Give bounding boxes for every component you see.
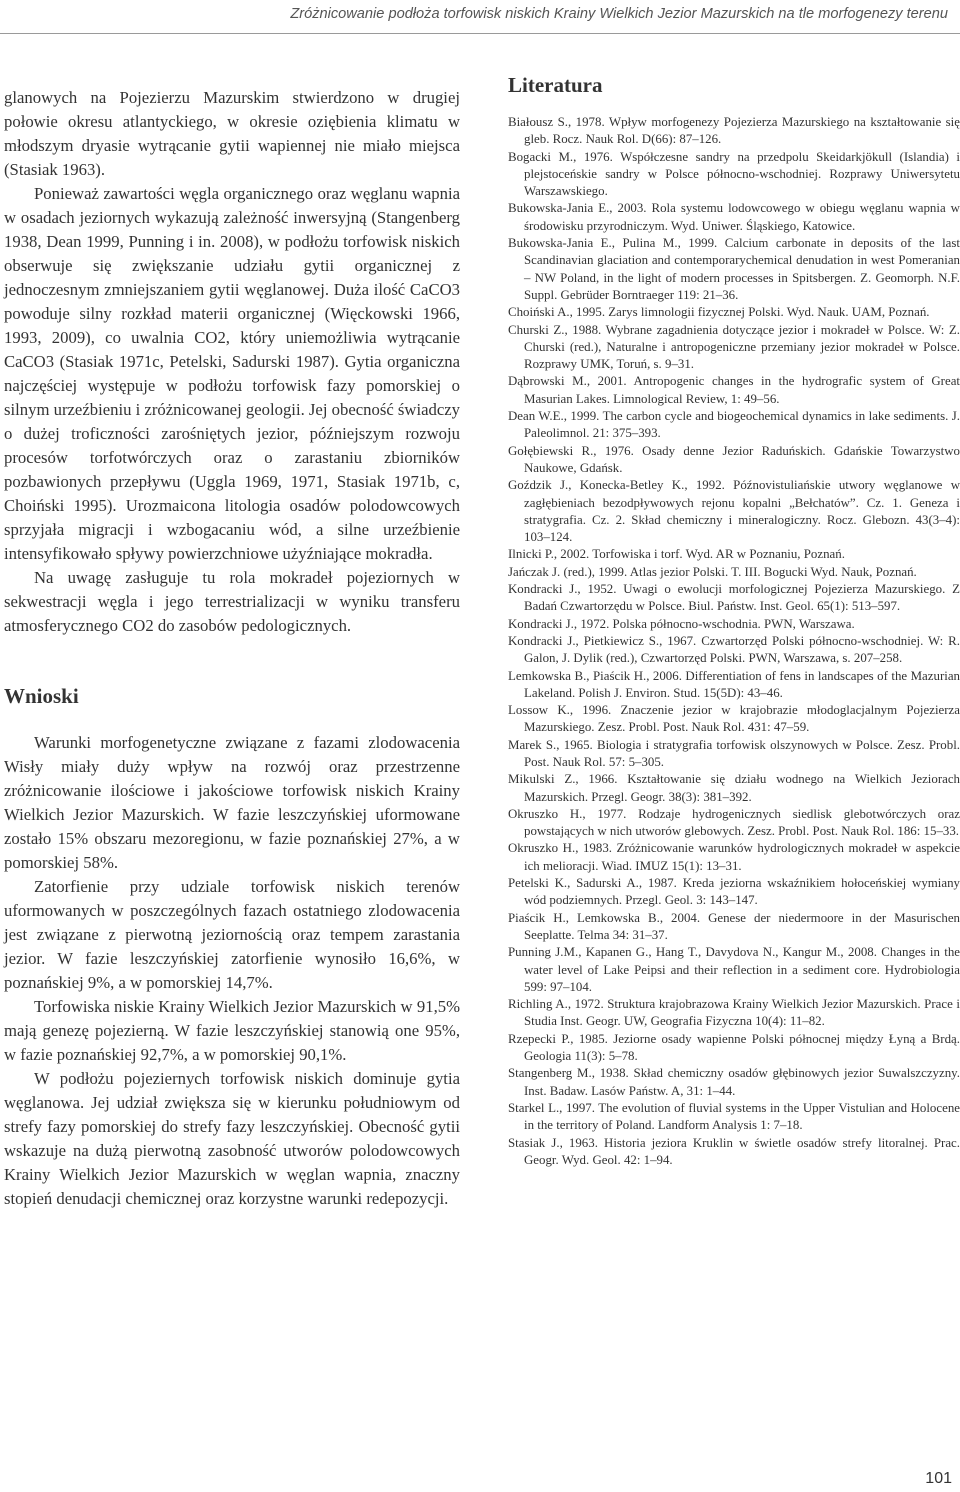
reference-entry: Dąbrowski M., 2001. Antropogenic changes in the hydrografic system of Great Masurian Lakes. Limnological Review, 1: 49–56. bbox=[508, 374, 960, 406]
reference-entry: Kondracki J., Pietkiewicz S., 1967. Czwartorzęd Polski północno-wschodniej. W: R. Galon, J. Dylik (red.), Czwartorzęd Polski. PWN, Warszawa, s. 207–258. bbox=[508, 633, 960, 666]
reference-entry: Białousz S., 1978. Wpływ morfogenezy Pojezierza Mazurskiego na kształtowanie się gleb. Rocz. Nauk Rol. D(66): 87–126. bbox=[508, 115, 960, 147]
reference-entry: Piaścik H., Lemkowska B., 2004. Genese der niedermoore in der Masurischen Seeplatte. Telma 34: 31–37. bbox=[508, 910, 960, 942]
reference-entry: Mikulski Z., 1966. Kształtowanie się działu wodnego na Wielkich Jeziorach Mazurskich. Przegl. Geogr. 38(3): 381–392. bbox=[508, 772, 960, 804]
reference-entry: Lossow K., 1996. Znaczenie jezior w krajobrazie młodoglacjalnym Pojezierza Mazurskiego. Zesz. Probl. Post. Nauk Rol. 431: 47–59. bbox=[508, 703, 960, 735]
reference-entry: Starkel L., 1997. The evolution of fluvial systems in the Upper Vistulian and Holocene in the territory of Poland. Landform Analysis 1: 7–18. bbox=[508, 1100, 960, 1133]
reference-entry: Kondracki J., 1972. Polska północno-wschodnia. PWN, Warszawa. bbox=[508, 616, 855, 631]
reference-entry: Marek S., 1965. Biologia i stratygrafia torfowisk olszynowych w Polsce. Zesz. Probl. Post. Nauk Rol. 57: 5–305. bbox=[508, 737, 960, 769]
running-header: Zróżnicowanie podłoża torfowisk niskich Krainy Wielkich Jezior Mazurskich na tle morfogenezy terenu bbox=[290, 6, 948, 22]
conclusion-paragraph: W podłożu pojeziernych torfowisk niskich dominuje gytia węglanowa. Jej udział zwiększa się w kierunku południowym od strefy fazy pomorskiej do strefy fazy leszczyńskiej. Obecność gytii wskazuje na dużą pierwotną zasobność utworów polodowcowych Krainy Wielkich Jezior Mazurskich w węglan wapnia, znaczny stopień denudacji chemicznej oraz korzystne warunki redepozycji. bbox=[4, 1069, 460, 1208]
header-rule bbox=[0, 33, 960, 34]
reference-entry: Jańczak J. (red.), 1999. Atlas jezior Polski. T. III. Bogucki Wyd. Nauk, Poznań. bbox=[508, 564, 917, 579]
left-column bbox=[4, 86, 460, 1211]
reference-entry: Bogacki M., 1976. Współczesne sandry na przedpolu Skeidarkjökull (Islandia) i plejstoceńskie sandry w Polsce północno-wschodniej. Rozprawy Uniwersytetu Warszawskiego. bbox=[508, 149, 960, 199]
reference-entry: Stangenberg M., 1938. Skład chemiczny osadów głębinowych jezior Suwalszczyzny. Inst. Badaw. Lasów Państw. A, 31: 1–44. bbox=[508, 1066, 960, 1098]
reference-entry: Gołębiewski R., 1976. Osady denne Jezior Raduńskich. Gdańskie Towarzystwo Naukowe, Gdańsk. bbox=[508, 443, 960, 475]
reference-entry: Dean W.E., 1999. The carbon cycle and biogeochemical dynamics in lake sediments. J. Paleolimnol. 21: 375–393. bbox=[508, 409, 960, 441]
reference-entry: Churski Z., 1988. Wybrane zagadnienia dotyczące jezior i mokradeł w Polsce. W: Z. Churski (red.), Naturalne i antropogeniczne przemiany jezior mokradeł w Polsce. Rozprawy UMK, Toruń, s. 9–31. bbox=[508, 322, 960, 372]
reference-entry: Bukowska-Jania E., 2003. Rola systemu lodowcowego w obiegu węglanu wapnia w środowisku przyrodniczym. Wyd. Uniwer. Śląskiego, Katowice. bbox=[508, 201, 960, 233]
reference-entry: Petelski K., Sadurski A., 1987. Kreda jeziorna wskaźnikiem hołoceńskiej wymiany wód podziemnych. Przegl. Geol. 3: 143–147. bbox=[508, 876, 960, 908]
body-paragraph: glanowych na Pojezierzu Mazurskim stwierdzono w drugiej połowie okresu atlantyckiego, w okresie oziębienia klimatu w młodszym dryasie wytrącanie gytii wapiennej nie miało miejsca (Stasiak 1963). bbox=[4, 88, 460, 179]
body-paragraph: Na uwagę zasługuje tu rola mokradeł pojeziornych w sekwestracji węgla i jego terrestrializacji w wyniku transferu atmosferycznego CO2 do zasobów pedologicznych. bbox=[4, 568, 460, 635]
conclusion-paragraph: Warunki morfogenetyczne związane z fazami zlodowacenia Wisły miały duży wpływ na rozwój oraz przestrzenne zróżnicowanie ilościowe i jakościowe torfowisk niskich Krainy Wielkich Jezior Mazurskich. W fazie leszczyńskiej uformowane zostało 15% obszaru mezoregionu, w fazie poznańskiej 27%, a w pomorskiej 58%. bbox=[4, 733, 460, 872]
reference-list bbox=[508, 114, 960, 1169]
reference-entry: Bukowska-Jania E., Pulina M., 1999. Calcium carbonate in deposits of the last Scandinavian glaciation and contemporarychemical denudation in west Pomeranian – NW Poland, in the light of modern processes in Spitsbergen. Z. Geomorph. N.F. Suppl. Gebrüder Borntraeger 119: 21–36. bbox=[508, 236, 960, 302]
reference-entry: Rzepecki P., 1985. Jeziorne osady wapienne Polski północnej między Łyną a Brdą. Geologia 11(3): 5–78. bbox=[508, 1031, 960, 1064]
reference-entry: Stasiak J., 1963. Historia jeziora Kruklin w świetle osadów strefy litoralnej. Prac. Geogr. Wyd. Geol. 42: 1–94. bbox=[508, 1135, 960, 1167]
page-number: 101 bbox=[925, 1470, 952, 1487]
reference-entry: Punning J.M., Kapanen G., Hang T., Davydova N., Kangur M., 2008. Changes in the water level of Lake Peipsi and their reflection in a sediment core. Hydrobiologia 599: 97–104. bbox=[508, 945, 960, 994]
reference-entry: Ilnicki P., 2002. Torfowiska i torf. Wyd. AR w Poznaniu, Poznań. bbox=[508, 547, 845, 562]
reference-entry: Kondracki J., 1952. Uwagi o ewolucji morfologicznej Pojezierza Mazurskiego. Z Badań Czwartorzędu w Polsce. Biul. Państw. Inst. Geol. 65(1): 513–597. bbox=[508, 582, 960, 614]
reference-entry: Okruszko H., 1983. Zróżnicowanie warunków hydrologicznych mokradeł w aspekcie ich melioracji. Wiad. IMUZ 15(1): 13–31. bbox=[508, 841, 960, 873]
right-column bbox=[508, 73, 960, 1169]
reference-entry: Lemkowska B., Piaścik H., 2006. Differentiation of fens in landscapes of the Mazurian Lakeland. Polish J. Environ. Stud. 15(5D): 43–46. bbox=[508, 668, 960, 700]
conclusion-paragraph: Torfowiska niskie Krainy Wielkich Jezior Mazurskich w 91,5% mają genezę pojezierną. W fazie leszczyńskiej stanowią one 95%, w fazie poznańskiej 92,7%, a w pomorskiej 90,1%. bbox=[4, 997, 460, 1064]
conclusion-paragraph: Zatorfienie przy udziale torfowisk niskich terenów uformowanych w poszczególnych fazach ostatniego zlodowacenia jest związane z pierwotną jeziornością oraz tempem zarastania jezior. W fazie leszczyńskiej zatorfienie wynosiło 16,6%, w poznańskiej 9%, a w pomorskiej 14,7%. bbox=[4, 877, 460, 992]
literature-heading: Literatura bbox=[508, 73, 603, 97]
reference-entry: Okruszko H., 1977. Rodzaje hydrogenicznych siedlisk glebotwórczych oraz powstających w nich utworów glebowych. Zesz. Probl. Post. Nauk Rol. 186: 15–33. bbox=[508, 806, 960, 839]
body-paragraph: Ponieważ zawartości węgla organicznego oraz węglanu wapnia w osadach jeziornych wykazują zależność inwersyjną (Stangenberg 1938, Dean 1999, Punning i in. 2008), w podłożu torfowisk niskich obserwuje się zwiększanie udziału gytii organicznej z jednoczesnym zmniejszaniem gytii węglanowej. Duża ilość CaCO3 powoduje silny rozkład materii organicznej (Więckowski 1966, 1993, 2009), co uwalnia CO2, który uniemożliwia wytrącanie CaCO3 (Stasiak 1971c, Petelski, Sadurski 1987). Gytia organiczna najczęściej występuje w podłożu torfowisk fazy pomorskiej o silnym urzeźbieniu i zróżnicowanej geologii. Jej obecność świadczy o dużej troficzności zarośniętych jezior, późniejszym rozwoju procesów torfotwórczych oraz o zarastaniu zbiorników pozbawionych przepływu (Uggla 1969, 1971, Stasiak 1971b, c, Choiński 1995). Urozmaicona litologia osadów polodowcowych sprzyjała migracji i wzbogacaniu wód, a silne urzeźbienie intensyfikowało spływy powierzchniowe użyźniające mokradła. bbox=[4, 184, 460, 563]
conclusions-heading: Wnioski bbox=[4, 684, 79, 708]
reference-entry: Richling A., 1972. Struktura krajobrazowa Krainy Wielkich Jezior Mazurskich. Prace i Studia Inst. Geogr. UW, Geografia Fizyczna 10(4): 11–82. bbox=[508, 997, 960, 1029]
reference-entry: Goździk J., Konecka-Betley K., 1992. Późnovistuliańskie utwory węglanowe w zagłębieniach bezodpływowych rejonu kopalni „Bełchatów”. Cz. 1. Geneza i stratygrafia. Cz. 2. Skład chemiczny i mineralogiczny. Rocz. Glebozn. 43(3–4): 103–124. bbox=[508, 478, 960, 545]
reference-entry: Choiński A., 1995. Zarys limnologii fizycznej Polski. Wyd. Nauk. UAM, Poznań. bbox=[508, 305, 930, 320]
